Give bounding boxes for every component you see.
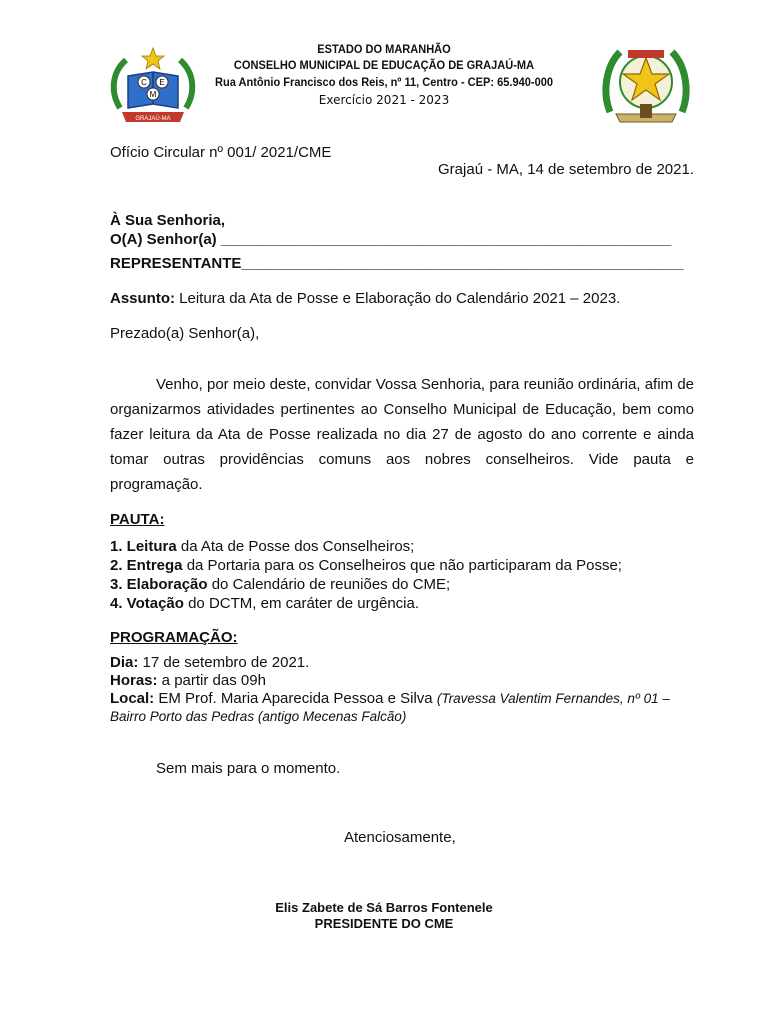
signer-name: Elis Zabete de Sá Barros Fontenele [275,900,493,915]
subject-label: Assunto: [110,290,175,307]
programacao-hours: Horas: a partir das 09h [110,672,266,689]
greeting: Prezado(a) Senhor(a), [110,325,260,342]
header-address: Rua Antônio Francisco dos Reis, nº 11, Centro - CEP: 65.940-000 [215,75,553,89]
pauta-item: 4. Votação do DCTM, em caráter de urgência. [110,595,420,612]
regards: Atenciosamente, [344,829,456,846]
logo-letter-e: E [159,78,165,87]
signer-title: PRESIDENTE DO CME [314,916,454,931]
pauta-item: 2. Entrega da Portaria para os Conselheiros que não participaram da Posse; [110,557,622,574]
logo-letter-m: M [149,90,157,99]
recipient-representative-line: REPRESENTANTE_____________________________________________________ [110,255,684,272]
programacao-list [110,654,670,726]
programacao-location: Local: EM Prof. Maria Aparecida Pessoa e Silva (Travessa Valentim Fernandes, nº 01 – [110,690,670,707]
header-state: ESTADO DO MARANHÃO [317,42,451,56]
logo-banner-text: GRAJAÚ-MA [135,116,171,122]
logo-letter-c: C [141,78,147,87]
recipient-salutation: À Sua Senhoria, [110,212,226,229]
pauta-heading: PAUTA: [110,511,165,528]
pauta-item: 1. Leitura da Ata de Posse dos Conselheiros; [110,538,415,555]
header-term: Exercício 2021 - 2023 [318,93,450,107]
body-paragraph: Venho, por meio deste, convidar Vossa Senhoria, para reunião ordinária, afim de organizarmos atividades pertinentes ao Conselho Municipal de Educação, bem como fazer leitura da Ata de Posse realizada no dia 27 de agosto do ano corrente e ainda tomar outras providências comuns aos nobres conselheiros. Vide pauta e programação. [110,376,694,493]
programacao-location-note: Bairro Porto das Pedras (antigo Mecenas Falcão) [110,709,407,724]
header-council: CONSELHO MUNICIPAL DE EDUCAÇÃO DE GRAJAÚ-MA [233,58,535,72]
pauta-list [110,537,622,613]
pauta-item: 3. Elaboração do Calendário de reuniões do CME; [110,576,451,593]
place-date: Grajaú - MA, 14 de setembro de 2021. [438,161,694,178]
programacao-day: Dia: 17 de setembro de 2021. [110,654,310,671]
subject-text: Leitura da Ata de Posse e Elaboração do Calendário 2021 – 2023. [175,290,621,307]
letter-reference: Ofício Circular nº 001/ 2021/CME [110,144,332,161]
subject [110,290,620,308]
closing-line: Sem mais para o momento. [156,760,341,777]
programacao-heading: PROGRAMAÇÃO: [110,629,238,646]
recipient-name-line: O(A) Senhor(a) ______________________________________________________ [110,231,672,248]
